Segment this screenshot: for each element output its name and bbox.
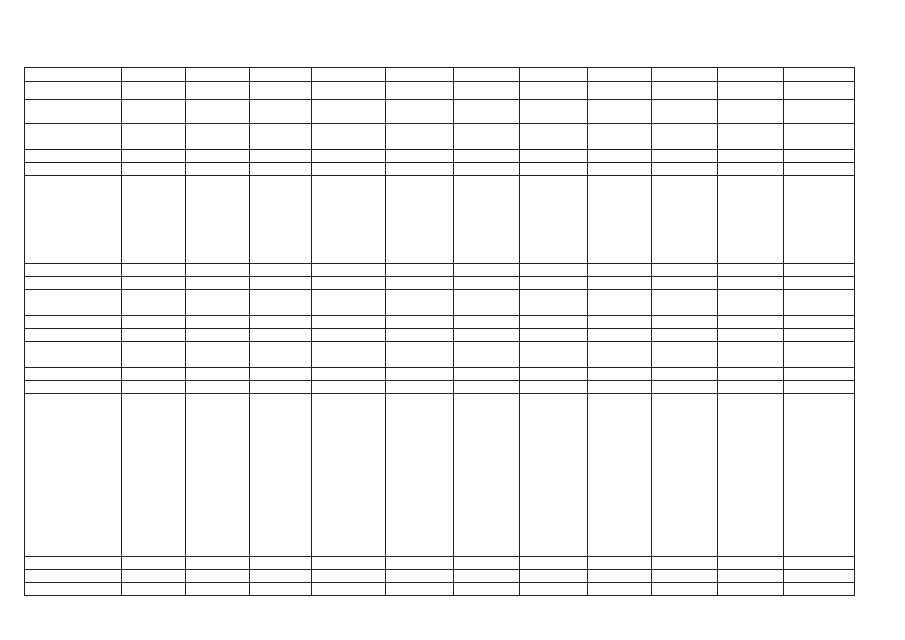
- table-row: [25, 329, 855, 342]
- value-cell: [718, 381, 784, 394]
- value-cell: [386, 100, 454, 124]
- row-label: [25, 277, 122, 290]
- row-label: [25, 264, 122, 277]
- value-cell: [520, 368, 588, 381]
- value-cell: [250, 570, 312, 583]
- value-cell: [652, 124, 718, 150]
- value-cell: [250, 176, 312, 264]
- value-cell: [652, 316, 718, 329]
- value-cell: [652, 394, 718, 557]
- value-cell: [520, 342, 588, 368]
- row-label: [25, 124, 122, 150]
- value-cell: [588, 150, 652, 163]
- value-cell: [454, 290, 520, 316]
- table-row: [25, 100, 855, 124]
- value-cell: [718, 583, 784, 596]
- value-cell: [250, 368, 312, 381]
- row-label: [25, 316, 122, 329]
- value-cell: [784, 124, 855, 150]
- row-label: [25, 290, 122, 316]
- value-cell: [784, 316, 855, 329]
- value-cell: [250, 394, 312, 557]
- row-label: [25, 381, 122, 394]
- value-cell: [520, 100, 588, 124]
- value-cell: [784, 329, 855, 342]
- value-cell: [454, 570, 520, 583]
- row-label: [25, 163, 122, 176]
- value-cell: [186, 150, 250, 163]
- row-label: [25, 368, 122, 381]
- value-cell: [386, 82, 454, 100]
- value-cell: [454, 277, 520, 290]
- value-cell: [312, 583, 386, 596]
- value-cell: [784, 277, 855, 290]
- value-cell: [588, 381, 652, 394]
- value-cell: [454, 368, 520, 381]
- value-cell: [520, 176, 588, 264]
- value-cell: [312, 100, 386, 124]
- value-cell: [122, 342, 186, 368]
- value-cell: [312, 316, 386, 329]
- value-cell: [454, 176, 520, 264]
- value-cell: [454, 82, 520, 100]
- value-cell: [312, 163, 386, 176]
- value-cell: [386, 570, 454, 583]
- value-cell: [122, 570, 186, 583]
- value-cell: [718, 150, 784, 163]
- value-cell: [186, 290, 250, 316]
- value-cell: [250, 342, 312, 368]
- value-cell: [312, 368, 386, 381]
- value-cell: [250, 381, 312, 394]
- value-cell: [652, 570, 718, 583]
- value-cell: [588, 163, 652, 176]
- value-cell: [250, 100, 312, 124]
- value-cell: [718, 264, 784, 277]
- value-cell: [186, 82, 250, 100]
- value-cell: [718, 557, 784, 570]
- value-cell: [588, 570, 652, 583]
- value-cell: [312, 394, 386, 557]
- value-cell: [520, 82, 588, 100]
- value-cell: [122, 277, 186, 290]
- value-cell: [186, 342, 250, 368]
- value-cell: [588, 264, 652, 277]
- value-cell: [718, 570, 784, 583]
- value-cell: [718, 163, 784, 176]
- value-cell: [312, 82, 386, 100]
- value-cell: [520, 150, 588, 163]
- value-cell: [386, 290, 454, 316]
- value-cell: [520, 264, 588, 277]
- value-cell: [652, 557, 718, 570]
- value-cell: [186, 277, 250, 290]
- value-cell: [122, 381, 186, 394]
- value-cell: [186, 176, 250, 264]
- table-row: [25, 570, 855, 583]
- value-cell: [652, 290, 718, 316]
- value-cell: [652, 176, 718, 264]
- value-cell: [186, 583, 250, 596]
- value-cell: [588, 176, 652, 264]
- value-cell: [454, 583, 520, 596]
- value-cell: [312, 557, 386, 570]
- value-cell: [186, 381, 250, 394]
- value-cell: [588, 316, 652, 329]
- value-cell: [454, 150, 520, 163]
- value-cell: [454, 381, 520, 394]
- value-cell: [718, 82, 784, 100]
- value-cell: [784, 150, 855, 163]
- value-cell: [250, 557, 312, 570]
- value-cell: [312, 124, 386, 150]
- value-cell: [186, 124, 250, 150]
- value-cell: [784, 570, 855, 583]
- value-cell: [122, 163, 186, 176]
- value-cell: [250, 316, 312, 329]
- value-cell: [520, 68, 588, 82]
- row-label: [25, 68, 122, 82]
- value-cell: [588, 394, 652, 557]
- value-cell: [520, 394, 588, 557]
- value-cell: [386, 68, 454, 82]
- value-cell: [312, 329, 386, 342]
- value-cell: [784, 290, 855, 316]
- value-cell: [588, 368, 652, 381]
- value-cell: [186, 329, 250, 342]
- value-cell: [520, 163, 588, 176]
- row-label: [25, 394, 122, 557]
- value-cell: [122, 583, 186, 596]
- table-body: [25, 68, 855, 596]
- value-cell: [186, 100, 250, 124]
- value-cell: [718, 342, 784, 368]
- table-row: [25, 176, 855, 264]
- value-cell: [122, 100, 186, 124]
- value-cell: [122, 150, 186, 163]
- value-cell: [588, 290, 652, 316]
- value-cell: [784, 82, 855, 100]
- table-row: [25, 82, 855, 100]
- value-cell: [454, 316, 520, 329]
- value-cell: [784, 583, 855, 596]
- value-cell: [122, 394, 186, 557]
- value-cell: [652, 68, 718, 82]
- value-cell: [718, 316, 784, 329]
- row-label: [25, 342, 122, 368]
- value-cell: [122, 557, 186, 570]
- value-cell: [784, 163, 855, 176]
- value-cell: [312, 570, 386, 583]
- value-cell: [186, 68, 250, 82]
- value-cell: [454, 264, 520, 277]
- value-cell: [652, 368, 718, 381]
- table-row: [25, 163, 855, 176]
- value-cell: [122, 124, 186, 150]
- value-cell: [386, 150, 454, 163]
- value-cell: [718, 368, 784, 381]
- value-cell: [520, 316, 588, 329]
- value-cell: [454, 394, 520, 557]
- value-cell: [652, 82, 718, 100]
- value-cell: [312, 150, 386, 163]
- value-cell: [520, 290, 588, 316]
- table-row: [25, 277, 855, 290]
- value-cell: [250, 68, 312, 82]
- value-cell: [312, 176, 386, 264]
- value-cell: [784, 342, 855, 368]
- value-cell: [250, 163, 312, 176]
- value-cell: [588, 124, 652, 150]
- value-cell: [652, 342, 718, 368]
- value-cell: [122, 82, 186, 100]
- value-cell: [652, 277, 718, 290]
- budget-table: [24, 67, 855, 596]
- table-row: [25, 124, 855, 150]
- value-cell: [520, 381, 588, 394]
- table-row: [25, 68, 855, 82]
- row-label: [25, 329, 122, 342]
- table-row: [25, 290, 855, 316]
- value-cell: [454, 557, 520, 570]
- row-label: [25, 100, 122, 124]
- table-row: [25, 394, 855, 557]
- table-row: [25, 368, 855, 381]
- value-cell: [386, 163, 454, 176]
- value-cell: [718, 277, 784, 290]
- table-row: [25, 150, 855, 163]
- row-label: [25, 570, 122, 583]
- value-cell: [312, 381, 386, 394]
- value-cell: [784, 176, 855, 264]
- value-cell: [454, 68, 520, 82]
- value-cell: [250, 329, 312, 342]
- value-cell: [784, 100, 855, 124]
- value-cell: [122, 329, 186, 342]
- value-cell: [454, 163, 520, 176]
- row-label: [25, 82, 122, 100]
- value-cell: [122, 176, 186, 264]
- value-cell: [784, 394, 855, 557]
- value-cell: [784, 264, 855, 277]
- value-cell: [122, 68, 186, 82]
- value-cell: [652, 583, 718, 596]
- value-cell: [652, 329, 718, 342]
- value-cell: [386, 316, 454, 329]
- value-cell: [520, 329, 588, 342]
- value-cell: [312, 342, 386, 368]
- value-cell: [186, 163, 250, 176]
- value-cell: [386, 329, 454, 342]
- value-cell: [122, 368, 186, 381]
- value-cell: [454, 100, 520, 124]
- value-cell: [588, 277, 652, 290]
- value-cell: [386, 277, 454, 290]
- value-cell: [718, 290, 784, 316]
- table-row: [25, 381, 855, 394]
- value-cell: [784, 381, 855, 394]
- value-cell: [718, 124, 784, 150]
- value-cell: [520, 557, 588, 570]
- value-cell: [312, 264, 386, 277]
- row-label: [25, 176, 122, 264]
- value-cell: [312, 290, 386, 316]
- row-label: [25, 583, 122, 596]
- value-cell: [718, 394, 784, 557]
- value-cell: [520, 570, 588, 583]
- value-cell: [588, 100, 652, 124]
- table-row: [25, 316, 855, 329]
- value-cell: [784, 557, 855, 570]
- value-cell: [718, 100, 784, 124]
- value-cell: [386, 583, 454, 596]
- value-cell: [784, 368, 855, 381]
- value-cell: [250, 264, 312, 277]
- value-cell: [588, 342, 652, 368]
- value-cell: [652, 100, 718, 124]
- value-cell: [250, 82, 312, 100]
- value-cell: [186, 394, 250, 557]
- value-cell: [588, 583, 652, 596]
- value-cell: [588, 68, 652, 82]
- value-cell: [652, 264, 718, 277]
- value-cell: [454, 329, 520, 342]
- value-cell: [250, 124, 312, 150]
- value-cell: [784, 68, 855, 82]
- table-row: [25, 264, 855, 277]
- value-cell: [588, 329, 652, 342]
- value-cell: [386, 264, 454, 277]
- value-cell: [588, 82, 652, 100]
- value-cell: [718, 329, 784, 342]
- value-cell: [386, 176, 454, 264]
- value-cell: [386, 342, 454, 368]
- value-cell: [386, 394, 454, 557]
- value-cell: [454, 342, 520, 368]
- value-cell: [588, 557, 652, 570]
- value-cell: [250, 277, 312, 290]
- value-cell: [718, 68, 784, 82]
- value-cell: [454, 124, 520, 150]
- value-cell: [312, 277, 386, 290]
- value-cell: [122, 290, 186, 316]
- value-cell: [186, 368, 250, 381]
- table-row: [25, 557, 855, 570]
- value-cell: [520, 277, 588, 290]
- value-cell: [520, 583, 588, 596]
- value-cell: [250, 150, 312, 163]
- value-cell: [250, 583, 312, 596]
- row-label: [25, 150, 122, 163]
- table-row: [25, 342, 855, 368]
- value-cell: [186, 316, 250, 329]
- value-cell: [250, 290, 312, 316]
- value-cell: [520, 124, 588, 150]
- value-cell: [652, 150, 718, 163]
- value-cell: [122, 264, 186, 277]
- value-cell: [718, 176, 784, 264]
- value-cell: [386, 557, 454, 570]
- value-cell: [652, 381, 718, 394]
- value-cell: [386, 368, 454, 381]
- value-cell: [386, 124, 454, 150]
- value-cell: [122, 316, 186, 329]
- value-cell: [652, 163, 718, 176]
- table-row: [25, 583, 855, 596]
- row-label: [25, 557, 122, 570]
- value-cell: [186, 557, 250, 570]
- value-cell: [312, 68, 386, 82]
- value-cell: [386, 381, 454, 394]
- value-cell: [186, 264, 250, 277]
- value-cell: [186, 570, 250, 583]
